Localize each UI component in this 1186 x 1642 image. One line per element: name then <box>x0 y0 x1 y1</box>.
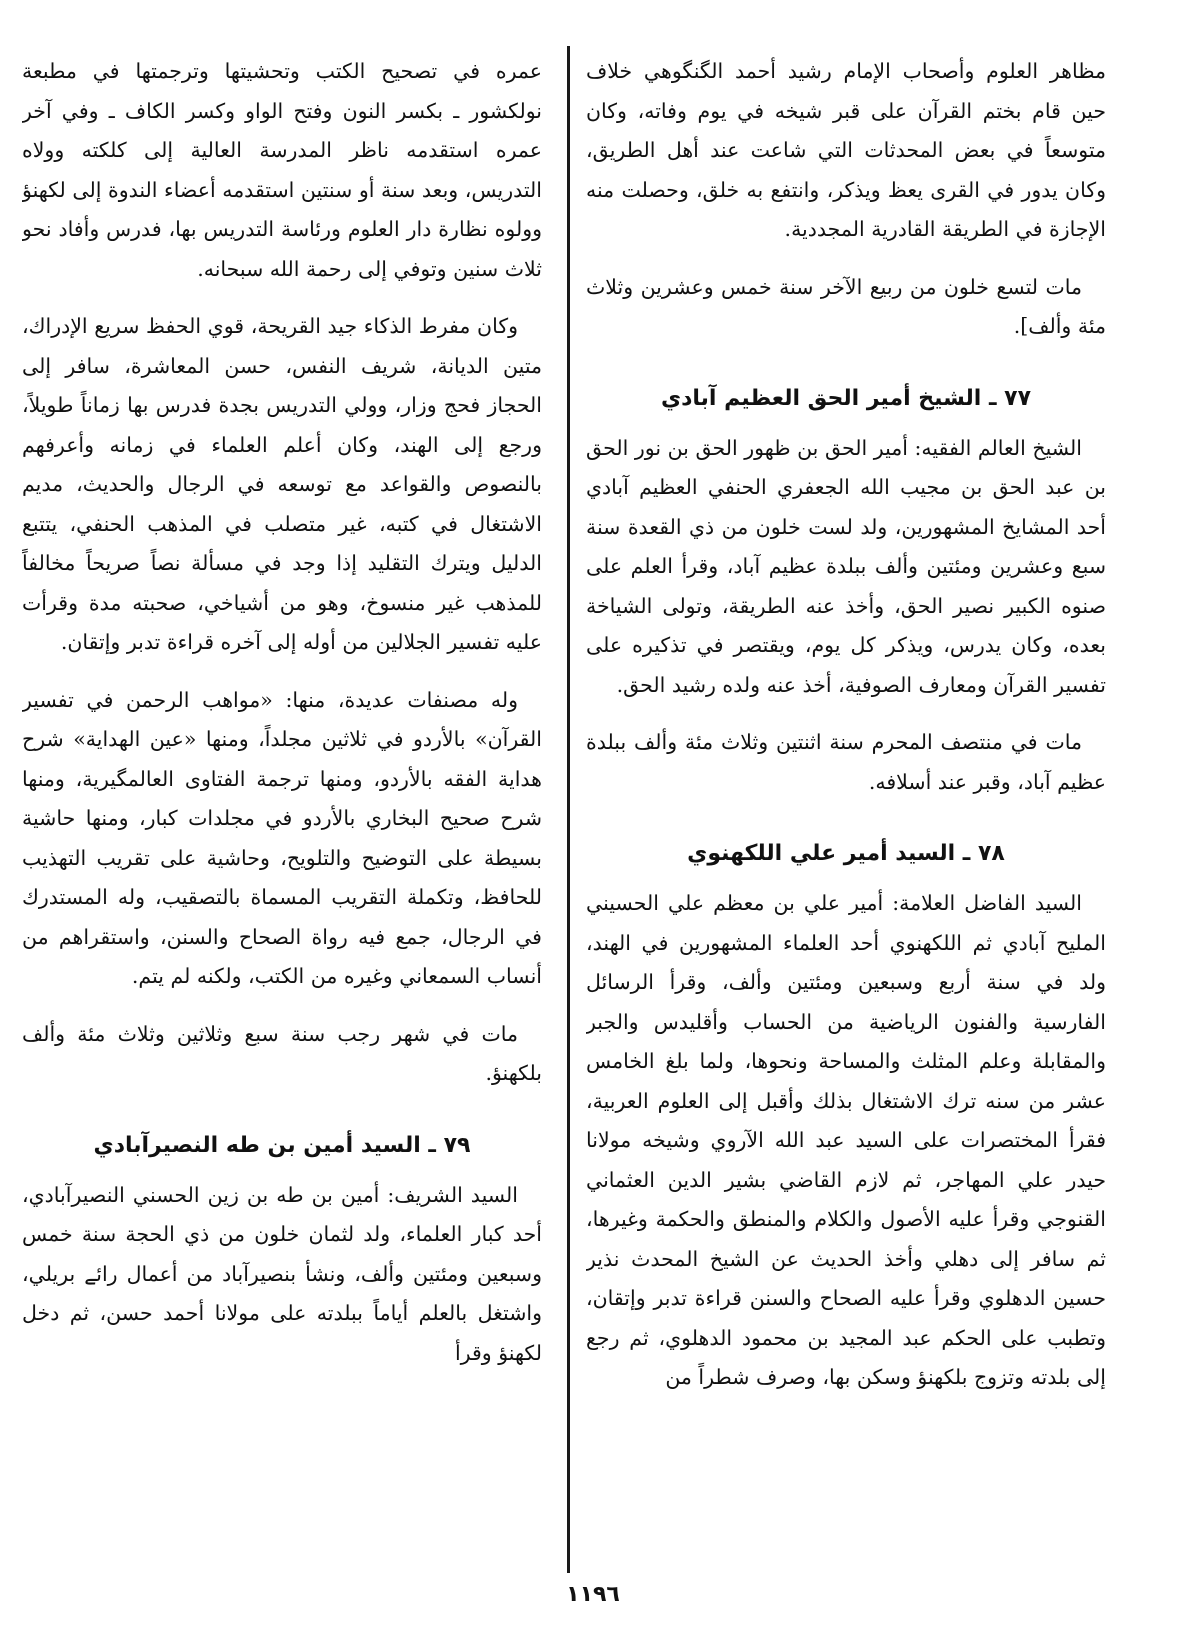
paragraph: السيد الشريف: أمين بن طه بن زين الحسني النصيرآبادي، أحد كبار العلماء، ولد لثمان خلون من ذي الحجة سنة خمس وسبعين ومئتين وألف، ونشأ بنصيرآباد من أعمال رائے بريلي، واشتغل بالعلم أياماً ببلدته على مولانا أحمد حسن، ثم دخل لكهنؤ وقرأ <box>22 1182 542 1365</box>
paragraph: مظاهر العلوم وأصحاب الإمام رشيد أحمد الگنگوهي خلاف حين قام بختم القرآن على قبر شيخه في يوم وفاته، وكان متوسعاً في بعض المحدثات التي شاعت عند أهل الطريق، وكان يدور في القرى يعظ ويذكر، وانتفع به خلق، وحصلت منه الإجازة في الطريقة القادرية المجددية. <box>586 59 1106 241</box>
left-column <box>22 52 542 1567</box>
paragraph: الشيخ العالم الفقيه: أمير الحق بن ظهور الحق بن نور الحق بن عبد الحق بن مجيب الله الجعفري الحنفي العظيم آبادي أحد المشايخ المشهورين، ولد لست خلون من ذي القعدة سنة سبع وعشرين ومئتين وألف ببلدة عظيم آباد، وقرأ العلم على صنوه الكبير نصير الحق، وأخذ عنه الطريقة، وتولى الشياخة بعده، وكان يدرس، ويذكر كل يوم، ويقتصر في تذكيره على تفسير القرآن ومعارف الصوفية، أخذ عنه ولده رشيد الحق. <box>586 435 1106 697</box>
entry-heading-78: ٧٨ ـ السيد أمير علي اللكهنوي <box>687 841 1005 866</box>
paragraph: السيد الفاضل العلامة: أمير علي بن معظم علي الحسيني المليح آبادي ثم اللكهنوي أحد العلماء المشهورين في الهند، ولد في سنة أربع وسبعين ومئتين وألف، وقرأ الرسائل الفارسية والفنون الرياضية من الحساب وأقليدس والجبر والمقابلة وعلم المثلث والمساحة ونحوها، ولما بلغ الخامس عشر من سنه ترك الاشتغال بذلك وأقبل إلى العلوم العربية، فقرأ المختصرات على السيد عبد الله الآروي وشيخه مولانا حيدر علي المهاجر، ثم لازم القاضي بشير الدين العثماني القنوجي وقرأ عليه الأصول والكلام والمنطق والحكمة وغيرها، ثم سافر إلى دهلي وأخذ الحديث عن الشيخ المحدث نذير حسين الدهلوي وقرأ عليه الصحاح والسنن قراءة تدبر وإتقان، وتطبب على الحكم عبد المجيد بن محمود الدهلوي، ثم رجع إلى بلدته وتزوج بلكهنؤ وسكن بها، وصرف شطراً من <box>586 891 1106 1389</box>
paragraph: وكان مفرط الذكاء جيد القريحة، قوي الحفظ سريع الإدراك، متين الديانة، شريف النفس، حسن المعاشرة، سافر إلى الحجاز فحج وزار، وولي التدريس بجدة فدرس بها زماناً طويلاً، ورجع إلى الهند، وكان أعلم العلماء في زمانه وأعرفهم بالنصوص والقواعد مع توسعه في الرجال والحديث، مديم الاشتغال في كتبه، غير متصلب في المذهب الحنفي، يتتبع الدليل ويترك التقليد إذا وجد في مسألة نصاً صريحاً مخالفاً للمذهب غير منسوخ، وهو من أشياخي، صحبته مدة وقرأت عليه تفسير الجلالين من أوله إلى آخره قراءة تدبر وإتقان. <box>22 314 542 654</box>
entry-heading-79: ٧٩ ـ السيد أمين بن طه النصيرآبادي <box>93 1132 471 1158</box>
column-divider <box>567 46 570 1573</box>
paragraph: مات في منتصف المحرم سنة اثنتين وثلاث مئة وألف ببلدة عظيم آباد، وقبر عند أسلافه. <box>586 730 1106 794</box>
paragraph: مات لتسع خلون من ربيع الآخر سنة خمس وعشرين وثلاث مئة وألف]. <box>586 274 1106 338</box>
paragraph: مات في شهر رجب سنة سبع وثلاثين وثلاث مئة وألف بلكهنؤ. <box>22 1021 542 1085</box>
paragraph: عمره في تصحيح الكتب وتحشيتها وترجمتها في مطبعة نولكشور ـ بكسر النون وفتح الواو وكسر الكاف ـ وفي آخر عمره استقدمه ناظر المدرسة العالية إلى كلكته وولاه التدريس، وبعد سنة أو سنتين استقدمه أعضاء الندوة إلى لكهنؤ وولوه نظارة دار العلوم ورئاسة التدريس بها، فدرس وأفاد نحو ثلاث سنين وتوفي إلى رحمة الله سبحانه. <box>22 59 542 281</box>
right-column <box>586 52 1106 1567</box>
entry-heading-77: ٧٧ ـ الشيخ أمير الحق العظيم آبادي <box>660 385 1032 411</box>
page-number: ١١٩٦ <box>566 1582 620 1607</box>
paragraph: وله مصنفات عديدة، منها: «مواهب الرحمن في تفسير القرآن» بالأردو في ثلاثين مجلداً، ومنها «عين الهداية» شرح هداية الفقه بالأردو، ومنها ترجمة الفتاوى العالمگيرية، ومنها شرح صحيح البخاري بالأردو في مجلدات كبار، ومنها حاشية بسيطة على التوضيح والتلويح، وحاشية على تقريب التهذيب للحافظ، وتكملة التقريب المسماة بالتصقيب، وله المستدرك في الرجال، جمع فيه رواة الصحاح والسنن، واستقراهم من أنساب السمعاني وغيره من الكتب، ولكنه لم يتم. <box>22 687 542 988</box>
